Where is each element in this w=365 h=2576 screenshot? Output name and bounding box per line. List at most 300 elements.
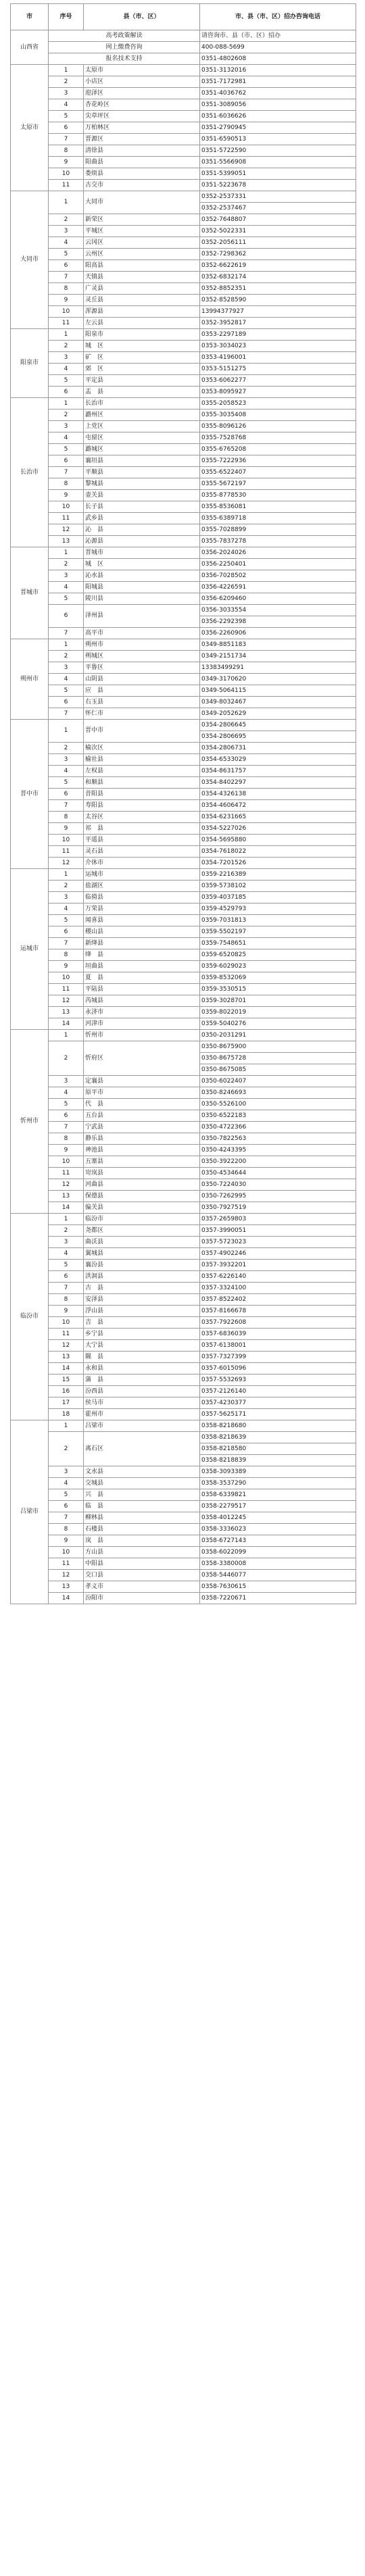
table-row [11, 1076, 356, 1087]
county-cell: 屯留区 [84, 432, 200, 444]
serial-number-cell: 8 [49, 1133, 84, 1145]
table-row [11, 1018, 356, 1030]
serial-number-cell: 5 [49, 915, 84, 926]
city-cell: 晋中市 [11, 720, 49, 869]
serial-number-cell: 13 [49, 1352, 84, 1363]
county-cell: 潞城区 [84, 444, 200, 455]
county-cell: 岢岚县 [84, 1168, 200, 1179]
county-cell: 天镇县 [84, 272, 200, 283]
serial-number-cell: 11 [49, 318, 84, 329]
county-cell: 永济市 [84, 1007, 200, 1018]
serial-number-cell: 7 [49, 272, 84, 283]
city-cell: 运城市 [11, 869, 49, 1030]
phone-cell: 0357-2659803 [200, 1214, 356, 1225]
county-cell: 云州区 [84, 249, 200, 260]
phone-cell: 0358-6022099 [200, 1547, 356, 1558]
phone-cell: 0350-2031291 [200, 1030, 356, 1041]
serial-number-cell: 13 [49, 1191, 84, 1202]
serial-number-cell: 11 [49, 1558, 84, 1570]
table-row [11, 145, 356, 157]
serial-number-cell: 2 [49, 341, 84, 352]
table-row [11, 283, 356, 295]
serial-number-cell: 6 [49, 455, 84, 467]
phone-cell: 0351-4802608 [200, 53, 356, 65]
table-row [11, 915, 356, 926]
county-cell: 潞州区 [84, 410, 200, 421]
serial-number-cell: 5 [49, 777, 84, 789]
county-cell: 清徐县 [84, 145, 200, 157]
city-cell: 吕梁市 [11, 1420, 49, 1604]
county-cell: 灵石县 [84, 846, 200, 858]
phone-cell: 0353-8095927 [200, 387, 356, 398]
table-row [11, 352, 356, 364]
table-row [11, 1041, 356, 1053]
phone-cell: 0358-7630615 [200, 1581, 356, 1593]
county-cell: 忻州市 [84, 1030, 200, 1041]
serial-number-cell: 2 [49, 559, 84, 570]
serial-number-cell: 6 [49, 1110, 84, 1122]
serial-number-cell: 2 [49, 1225, 84, 1237]
table-row [11, 65, 356, 76]
table-row [11, 364, 356, 375]
serial-number-cell: 11 [49, 513, 84, 524]
table-row [11, 1432, 356, 1443]
phone-cell: 0359-5738102 [200, 881, 356, 892]
serial-number-cell: 9 [49, 157, 84, 168]
serial-number-cell: 1 [49, 1420, 84, 1432]
county-cell: 洪洞县 [84, 1271, 200, 1283]
table-row [11, 260, 356, 272]
serial-number-cell: 8 [49, 145, 84, 157]
serial-number-cell: 3 [49, 352, 84, 364]
table-row [11, 547, 356, 559]
table-row [11, 318, 356, 329]
county-cell: 迎泽区 [84, 88, 200, 99]
county-cell: 方山县 [84, 1547, 200, 1558]
phone-cell: 0351-5399051 [200, 168, 356, 180]
county-cell: 柳林县 [84, 1512, 200, 1524]
serial-number-cell: 14 [49, 1018, 84, 1030]
county-cell: 新荣区 [84, 214, 200, 226]
county-cell: 万柏林区 [84, 122, 200, 134]
serial-number-cell: 1 [49, 639, 84, 651]
county-cell: 山阴县 [84, 674, 200, 685]
county-cell: 大同市 [84, 191, 200, 214]
table-row [11, 1374, 356, 1386]
county-cell: 静乐县 [84, 1133, 200, 1145]
table-row [11, 490, 356, 501]
phone-cell: 0358-2279517 [200, 1501, 356, 1512]
table-row [11, 972, 356, 984]
phone-cell: 0357-5532693 [200, 1374, 356, 1386]
phone-cell: 0354-8402297 [200, 777, 356, 789]
county-cell: 尧都区 [84, 1225, 200, 1237]
phone-cell: 0357-8166678 [200, 1306, 356, 1317]
phone-cell: 0350-7927519 [200, 1202, 356, 1214]
county-cell: 襄汾县 [84, 1260, 200, 1271]
header-county: 县（市、区） [84, 4, 200, 30]
table-row [11, 1352, 356, 1363]
table-row [11, 1420, 356, 1432]
county-cell: 阳泉市 [84, 329, 200, 341]
county-cell: 大宁县 [84, 1340, 200, 1352]
county-cell: 临汾市 [84, 1214, 200, 1225]
phone-cell: 0351-6036626 [200, 111, 356, 122]
serial-number-cell: 6 [49, 260, 84, 272]
table-row [11, 88, 356, 99]
serial-number-cell: 9 [49, 823, 84, 835]
phone-cell: 0358-3537290 [200, 1478, 356, 1489]
serial-number-cell: 14 [49, 1593, 84, 1604]
city-cell: 山西省 [11, 30, 49, 65]
phone-cell: 0353-4196001 [200, 352, 356, 364]
phone-cell: 0358-8218839 [200, 1455, 356, 1466]
phone-cell: 0350-8246693 [200, 1087, 356, 1099]
phone-cell: 0354-7201526 [200, 858, 356, 869]
table-row [11, 421, 356, 432]
county-cell: 古 县 [84, 1283, 200, 1294]
city-cell: 忻州市 [11, 1030, 49, 1214]
serial-number-cell: 10 [49, 835, 84, 846]
table-row [11, 513, 356, 524]
serial-number-cell: 2 [49, 743, 84, 754]
phone-cell: 0351-5722590 [200, 145, 356, 157]
phone-cell: 0358-8218639 [200, 1432, 356, 1443]
phone-cell: 0352-7648807 [200, 214, 356, 226]
serial-number-cell: 12 [49, 1340, 84, 1352]
phone-cell: 0358-7220671 [200, 1593, 356, 1604]
serial-number-cell: 17 [49, 1397, 84, 1409]
county-cell: 介休市 [84, 858, 200, 869]
table-row [11, 30, 356, 42]
table-row [11, 628, 356, 639]
table-row [11, 122, 356, 134]
serial-number-cell: 7 [49, 628, 84, 639]
table-row [11, 478, 356, 490]
table-row [11, 157, 356, 168]
phone-cell: 0352-2537467 [200, 203, 356, 214]
serial-number-cell: 9 [49, 1306, 84, 1317]
table-row [11, 1122, 356, 1133]
county-cell: 陵川县 [84, 593, 200, 605]
county-cell: 怀仁市 [84, 708, 200, 720]
phone-cell: 0355-2058523 [200, 398, 356, 410]
county-cell: 盐湖区 [84, 881, 200, 892]
serial-number-cell: 16 [49, 1386, 84, 1397]
table-row [11, 272, 356, 283]
phone-cell: 0357-8522402 [200, 1294, 356, 1306]
county-cell: 偏关县 [84, 1202, 200, 1214]
phone-cell: 0358-3336023 [200, 1524, 356, 1535]
contact-table [10, 3, 356, 1604]
serial-number-cell: 8 [49, 1294, 84, 1306]
phone-cell: 0352-6622619 [200, 260, 356, 272]
serial-number-cell: 3 [49, 570, 84, 582]
phone-cell: 0357-2126140 [200, 1386, 356, 1397]
county-cell: 小店区 [84, 76, 200, 88]
county-cell: 太原市 [84, 65, 200, 76]
table-row [11, 1179, 356, 1191]
phone-cell: 0359-3530515 [200, 984, 356, 995]
table-row [11, 1317, 356, 1329]
phone-cell: 0359-8532069 [200, 972, 356, 984]
serial-number-cell: 9 [49, 1535, 84, 1547]
phone-cell: 400-088-5699 [200, 42, 356, 53]
table-row [11, 1271, 356, 1283]
serial-number-cell: 11 [49, 180, 84, 191]
serial-number-cell: 13 [49, 536, 84, 547]
phone-cell: 0355-8536081 [200, 501, 356, 513]
table-row [11, 858, 356, 869]
serial-number-cell: 4 [49, 1248, 84, 1260]
table-row [11, 375, 356, 387]
county-cell: 安泽县 [84, 1294, 200, 1306]
item-label-cell: 高考政策解读 [49, 30, 200, 42]
serial-number-cell: 12 [49, 524, 84, 536]
serial-number-cell: 4 [49, 674, 84, 685]
phone-cell: 0351-4036762 [200, 88, 356, 99]
table-row [11, 605, 356, 616]
phone-cell: 0351-7172981 [200, 76, 356, 88]
table-row [11, 1237, 356, 1248]
serial-number-cell: 5 [49, 1099, 84, 1110]
county-cell: 平定县 [84, 375, 200, 387]
phone-cell: 0349-8851183 [200, 639, 356, 651]
table-row [11, 1386, 356, 1397]
serial-number-cell: 5 [49, 1489, 84, 1501]
table-row [11, 249, 356, 260]
county-cell: 交城县 [84, 1478, 200, 1489]
table-row [11, 1581, 356, 1593]
county-cell: 太谷区 [84, 812, 200, 823]
table-row [11, 926, 356, 938]
table-row [11, 1570, 356, 1581]
phone-cell: 13994377927 [200, 306, 356, 318]
table-row [11, 559, 356, 570]
table-row [11, 754, 356, 766]
serial-number-cell: 12 [49, 858, 84, 869]
serial-number-cell: 4 [49, 1087, 84, 1099]
phone-cell: 0356-2260906 [200, 628, 356, 639]
phone-cell: 0358-8218680 [200, 1420, 356, 1432]
table-row [11, 1087, 356, 1099]
county-cell: 绛 县 [84, 949, 200, 961]
phone-cell: 0359-4037185 [200, 892, 356, 903]
serial-number-cell: 7 [49, 134, 84, 145]
serial-number-cell: 1 [49, 720, 84, 743]
phone-cell: 0359-7031813 [200, 915, 356, 926]
phone-cell: 0356-4226591 [200, 582, 356, 593]
table-row [11, 1248, 356, 1260]
county-cell: 长治市 [84, 398, 200, 410]
phone-cell: 0352-5022331 [200, 226, 356, 237]
table-row [11, 180, 356, 191]
table-row [11, 995, 356, 1007]
serial-number-cell: 10 [49, 306, 84, 318]
phone-cell: 0350-8675728 [200, 1053, 356, 1064]
table-row [11, 76, 356, 88]
county-cell: 娄烦县 [84, 168, 200, 180]
serial-number-cell: 2 [49, 881, 84, 892]
county-cell: 灵丘县 [84, 295, 200, 306]
phone-cell: 0358-3093389 [200, 1466, 356, 1478]
table-row [11, 1294, 356, 1306]
serial-number-cell: 11 [49, 984, 84, 995]
serial-number-cell: 8 [49, 283, 84, 295]
county-cell: 浮山县 [84, 1306, 200, 1317]
county-cell: 汾阳市 [84, 1593, 200, 1604]
county-cell: 襄垣县 [84, 455, 200, 467]
phone-cell: 0357-4902246 [200, 1248, 356, 1260]
phone-cell: 0357-7922608 [200, 1317, 356, 1329]
table-row [11, 1524, 356, 1535]
serial-number-cell: 10 [49, 168, 84, 180]
phone-cell: 0357-5625171 [200, 1409, 356, 1420]
phone-cell: 0359-8022019 [200, 1007, 356, 1018]
serial-number-cell: 9 [49, 295, 84, 306]
table-row [11, 1007, 356, 1018]
county-cell: 盂 县 [84, 387, 200, 398]
county-cell: 原平市 [84, 1087, 200, 1099]
table-row [11, 697, 356, 708]
table-row [11, 1409, 356, 1420]
serial-number-cell: 3 [49, 1076, 84, 1087]
phone-cell: 0350-7822563 [200, 1133, 356, 1145]
table-row [11, 168, 356, 180]
table-row [11, 1478, 356, 1489]
table-row [11, 444, 356, 455]
serial-number-cell: 7 [49, 938, 84, 949]
county-cell: 闻喜县 [84, 915, 200, 926]
county-cell: 吉 县 [84, 1317, 200, 1329]
phone-cell: 0355-6522407 [200, 467, 356, 478]
table-row [11, 846, 356, 858]
table-row [11, 1397, 356, 1409]
county-cell: 河曲县 [84, 1179, 200, 1191]
table-row [11, 387, 356, 398]
serial-number-cell: 7 [49, 1122, 84, 1133]
table-row [11, 455, 356, 467]
phone-cell: 0354-5695880 [200, 835, 356, 846]
county-cell: 岚 县 [84, 1535, 200, 1547]
county-cell: 晋城市 [84, 547, 200, 559]
phone-cell: 0355-7837278 [200, 536, 356, 547]
serial-number-cell: 4 [49, 364, 84, 375]
serial-number-cell: 10 [49, 1317, 84, 1329]
serial-number-cell: 13 [49, 1007, 84, 1018]
county-cell: 运城市 [84, 869, 200, 881]
serial-number-cell: 3 [49, 662, 84, 674]
phone-cell: 请咨询市、县（市、区）招办 [200, 30, 356, 42]
county-cell: 神池县 [84, 1145, 200, 1156]
phone-cell: 0354-4326138 [200, 789, 356, 800]
phone-cell: 0356-2024026 [200, 547, 356, 559]
county-cell: 榆次区 [84, 743, 200, 754]
phone-cell: 0358-6727143 [200, 1535, 356, 1547]
phone-cell: 0357-6138001 [200, 1340, 356, 1352]
table-row [11, 1593, 356, 1604]
county-cell: 尖草坪区 [84, 111, 200, 122]
serial-number-cell: 14 [49, 1363, 84, 1374]
county-cell: 兴 县 [84, 1489, 200, 1501]
county-cell: 平陆县 [84, 984, 200, 995]
serial-number-cell: 7 [49, 800, 84, 812]
county-cell: 霍州市 [84, 1409, 200, 1420]
county-cell: 寿阳县 [84, 800, 200, 812]
table-row [11, 134, 356, 145]
table-row [11, 903, 356, 915]
phone-cell: 0354-5227026 [200, 823, 356, 835]
phone-cell: 0359-5502197 [200, 926, 356, 938]
county-cell: 郊 区 [84, 364, 200, 375]
table-row [11, 892, 356, 903]
serial-number-cell: 8 [49, 949, 84, 961]
county-cell: 交口县 [84, 1570, 200, 1581]
serial-number-cell: 4 [49, 766, 84, 777]
table-row [11, 1306, 356, 1317]
county-cell: 昔阳县 [84, 789, 200, 800]
county-cell: 新绛县 [84, 938, 200, 949]
county-cell: 矿 区 [84, 352, 200, 364]
table-row [11, 1191, 356, 1202]
table-row [11, 226, 356, 237]
phone-cell: 0350-7224030 [200, 1179, 356, 1191]
phone-cell: 0355-8096126 [200, 421, 356, 432]
phone-cell: 0354-6533029 [200, 754, 356, 766]
county-cell: 阳城县 [84, 582, 200, 593]
table-row [11, 341, 356, 352]
phone-cell: 0349-2151734 [200, 651, 356, 662]
county-cell: 中阳县 [84, 1558, 200, 1570]
serial-number-cell: 2 [49, 1041, 84, 1076]
county-cell: 广灵县 [84, 283, 200, 295]
table-row [11, 1225, 356, 1237]
county-cell: 翼城县 [84, 1248, 200, 1260]
serial-number-cell: 4 [49, 237, 84, 249]
header-phone: 市、县（市、区）招办咨询电话 [200, 4, 356, 30]
phone-cell: 0350-4534644 [200, 1168, 356, 1179]
phone-cell: 0352-8852351 [200, 283, 356, 295]
phone-cell: 0358-3380008 [200, 1558, 356, 1570]
serial-number-cell: 3 [49, 1237, 84, 1248]
county-cell: 石楼县 [84, 1524, 200, 1535]
phone-cell: 0353-2297189 [200, 329, 356, 341]
phone-cell: 0355-7528768 [200, 432, 356, 444]
phone-cell: 0357-3324100 [200, 1283, 356, 1294]
county-cell: 万荣县 [84, 903, 200, 915]
phone-cell: 0350-7262995 [200, 1191, 356, 1202]
phone-cell: 0352-2537331 [200, 191, 356, 203]
phone-cell: 0359-2216389 [200, 869, 356, 881]
table-row [11, 1512, 356, 1524]
city-cell: 临汾市 [11, 1214, 49, 1420]
serial-number-cell: 2 [49, 1432, 84, 1466]
serial-number-cell: 15 [49, 1374, 84, 1386]
county-cell: 永和县 [84, 1363, 200, 1374]
serial-number-cell: 12 [49, 995, 84, 1007]
serial-number-cell: 9 [49, 1145, 84, 1156]
phone-cell: 0357-7327399 [200, 1352, 356, 1363]
table-row [11, 835, 356, 846]
county-cell: 长子县 [84, 501, 200, 513]
item-label-cell: 报名技术支持 [49, 53, 200, 65]
phone-cell: 0352-2056111 [200, 237, 356, 249]
table-row [11, 662, 356, 674]
serial-number-cell: 4 [49, 1478, 84, 1489]
serial-number-cell: 4 [49, 99, 84, 111]
table-row [11, 651, 356, 662]
county-cell: 阳曲县 [84, 157, 200, 168]
